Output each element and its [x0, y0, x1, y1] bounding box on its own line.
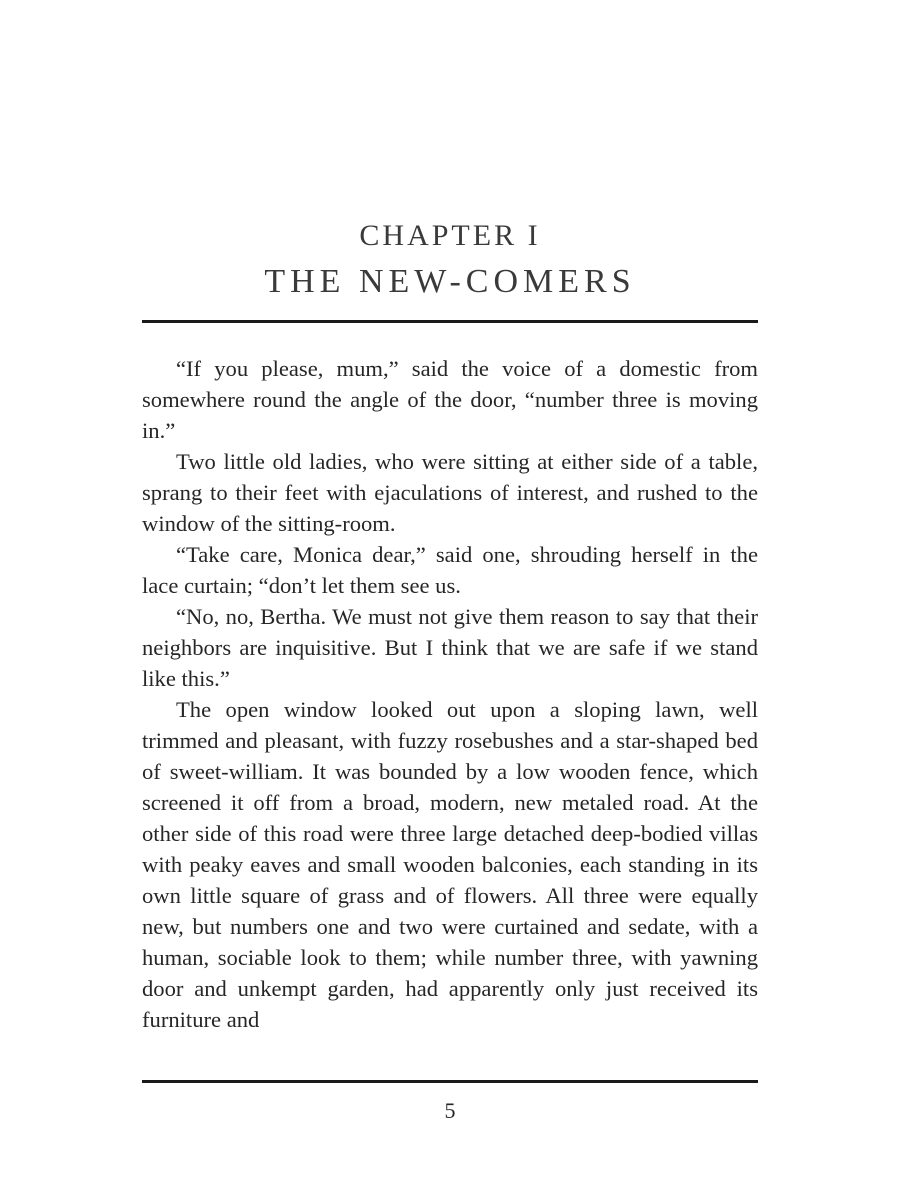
paragraph: The open window looked out upon a sloping lawn, well trimmed and pleasant, with fuzzy rosebushes and a star-shaped bed of sweet-william. It was bounded by a low wooden fence, which screened it off from a broad, modern, new metaled road. At the other side of this road were three large detached deep-bodied villas with peaky eaves and small wooden balconies, each standing in its own little square of grass and of flowers. All three were equally new, but numbers one and two were curtained and sedate, with a human, sociable look to them; while number three, with yawning door and unkempt garden, had apparently only just received its furniture and — [142, 697, 758, 1032]
footer-rule — [142, 1080, 758, 1083]
chapter-number: CHAPTER I — [359, 219, 541, 252]
chapter-title: THE NEW-COMERS — [264, 263, 636, 300]
paragraph: “Take care, Monica dear,” said one, shrouding herself in the lace curtain; “don’t let them see us. — [142, 542, 758, 598]
chapter-body — [142, 353, 758, 1035]
header-rule — [142, 320, 758, 323]
paragraph: “If you please, mum,” said the voice of a domestic from somewhere round the angle of the door, “number three is moving in.” — [142, 356, 758, 443]
paragraph: Two little old ladies, who were sitting at either side of a table, sprang to their feet with ejaculations of interest, and rushed to the window of the sitting-room. — [142, 449, 758, 536]
page-number: 5 — [444, 1098, 456, 1123]
paragraph: “No, no, Bertha. We must not give them reason to say that their neighbors are inquisitive. But I think that we are safe if we stand like this.” — [142, 604, 758, 691]
